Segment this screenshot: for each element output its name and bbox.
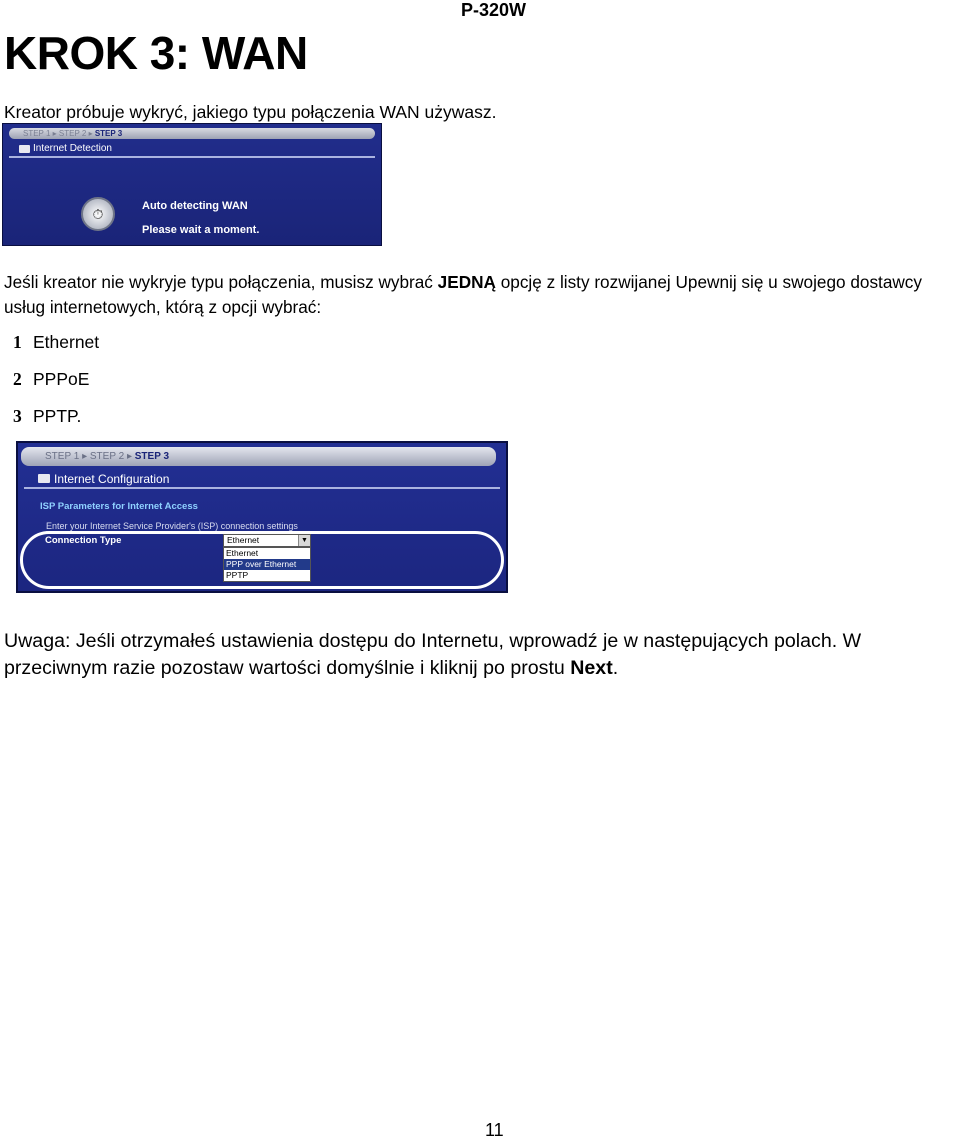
connection-type-label: Connection Type [45, 535, 122, 546]
list-item [13, 330, 99, 367]
step-breadcrumb [21, 447, 496, 466]
section-header [9, 142, 375, 158]
chevron-right-icon: ▸ [52, 129, 59, 138]
internet-detection-screenshot [2, 123, 382, 246]
list-number: 3 [13, 406, 22, 426]
connection-type-select[interactable] [223, 534, 311, 547]
paragraph-emphasis: JEDNĄ [437, 272, 496, 292]
dropdown-arrow-icon[interactable]: ▼ [298, 535, 310, 546]
chevron-right-icon: ▸ [82, 451, 90, 462]
chevron-right-icon: ▸ [126, 451, 135, 462]
isp-parameters-heading: ISP Parameters for Internet Access [40, 501, 198, 512]
chevron-right-icon: ▸ [88, 129, 95, 138]
page-number: 11 [485, 1120, 504, 1140]
breadcrumb-step-2: STEP 2 [89, 451, 125, 462]
breadcrumb-step-2: STEP 2 [58, 129, 87, 138]
section-title: Internet Configuration [54, 472, 170, 486]
internet-configuration-screenshot [16, 441, 508, 593]
note-end: . [612, 657, 619, 679]
dropdown-option-pppoe[interactable]: PPP over Ethernet [224, 559, 310, 570]
paragraph-part1: Jeśli kreator nie wykryje typu połączenia, musisz wybrać [4, 272, 438, 292]
breadcrumb-step-1: STEP 1 [45, 451, 80, 462]
selected-value: Ethernet [227, 535, 260, 545]
section-header [24, 471, 500, 489]
list-item [13, 367, 99, 404]
paragraph-part2: opcję z listy rozwijanej Upewnij się u swojego dostawcy usług internetowych, którą z opcji wybrać: [4, 272, 922, 317]
note-paragraph [4, 628, 960, 682]
instruction-paragraph [4, 270, 960, 320]
model-name: P-320W [461, 0, 527, 20]
list-number: 1 [13, 332, 22, 352]
list-number: 2 [13, 369, 22, 389]
breadcrumb-step-3: STEP 3 [134, 451, 170, 462]
intro-text: Kreator próbuje wykryć, jakiego typu połączenia WAN używasz. [4, 102, 497, 122]
connection-type-dropdown [223, 547, 311, 582]
list-label: PPPoE [33, 369, 90, 389]
breadcrumb-step-1: STEP 1 [23, 129, 51, 138]
page-title: KROK 3: WAN [4, 27, 308, 79]
folder-icon [38, 474, 50, 483]
options-list [13, 330, 99, 441]
stopwatch-icon: ⏱ [81, 197, 115, 231]
list-label: Ethernet [33, 332, 100, 352]
isp-instruction: Enter your Internet Service Provider's (ISP) connection settings [46, 521, 386, 532]
folder-icon [19, 145, 30, 153]
note-text: Uwaga: Jeśli otrzymałeś ustawienia dostępu do Internetu, wprowadź je w następujących polach. W przeciwnym razie pozostaw wartości domyślnie i kliknij po prostu [4, 630, 862, 679]
auto-detect-text: Auto detecting WAN [142, 200, 248, 212]
step-breadcrumb [9, 128, 375, 139]
list-label: PPTP. [33, 406, 82, 426]
wait-text: Please wait a moment. [142, 224, 260, 236]
dropdown-option-pptp[interactable]: PPTP [226, 570, 249, 580]
section-title: Internet Detection [33, 143, 112, 154]
dropdown-option-ethernet[interactable]: Ethernet [226, 548, 259, 558]
list-item [13, 404, 99, 441]
breadcrumb-step-3: STEP 3 [94, 129, 123, 138]
next-keyword: Next [570, 657, 613, 679]
